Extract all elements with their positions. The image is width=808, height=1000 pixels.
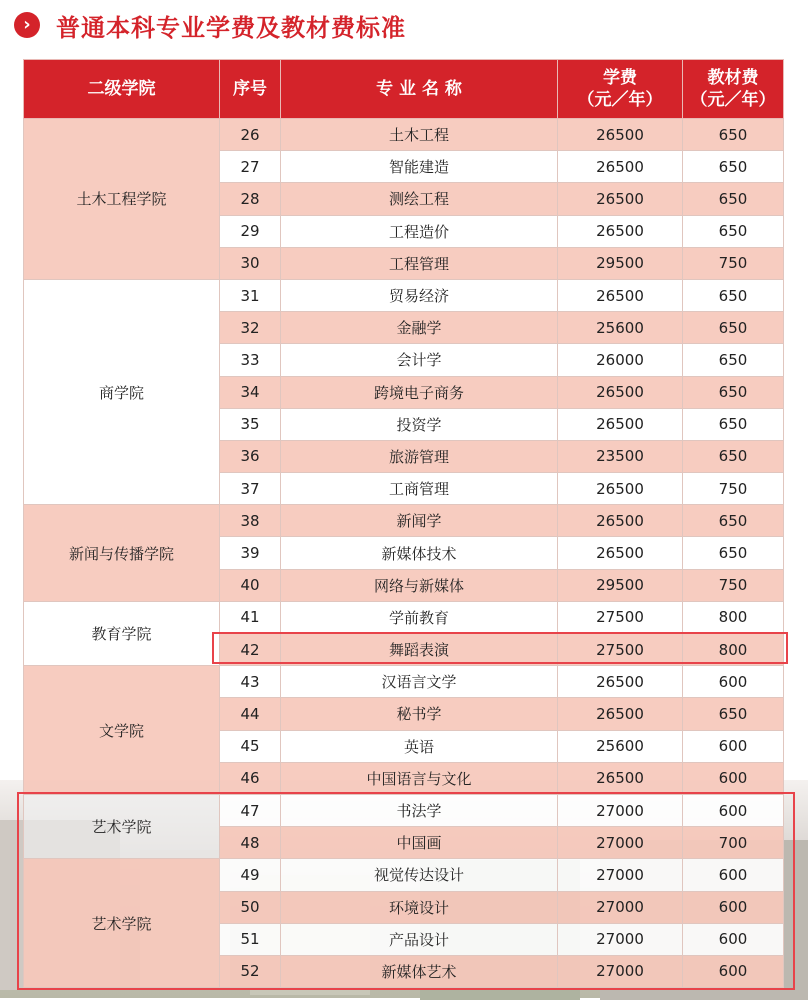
tuition-cell: 27000 [558, 955, 683, 987]
textbook-fee-cell: 600 [683, 859, 784, 891]
seq-cell: 34 [220, 376, 281, 408]
textbook-fee-cell: 600 [683, 666, 784, 698]
column-header-seq: 序号 [220, 60, 281, 119]
textbook-fee-cell: 650 [683, 537, 784, 569]
major-name-cell: 工程管理 [281, 247, 558, 279]
textbook-fee-cell: 650 [683, 183, 784, 215]
tuition-cell: 26500 [558, 279, 683, 311]
major-name-cell: 智能建造 [281, 151, 558, 183]
major-name-cell: 汉语言文学 [281, 666, 558, 698]
seq-cell: 40 [220, 569, 281, 601]
seq-cell: 48 [220, 827, 281, 859]
seq-cell: 44 [220, 698, 281, 730]
major-name-cell: 土木工程 [281, 119, 558, 151]
seq-cell: 35 [220, 408, 281, 440]
major-name-cell: 学前教育 [281, 601, 558, 633]
seq-cell: 47 [220, 794, 281, 826]
college-name-cell: 商学院 [24, 279, 220, 504]
table-row [24, 666, 784, 698]
column-header-tuition-line2: （元／年） [577, 90, 663, 110]
major-name-cell: 新闻学 [281, 505, 558, 537]
table-body [24, 119, 784, 988]
table-row [24, 859, 784, 891]
seq-cell: 52 [220, 955, 281, 987]
major-name-cell: 新媒体艺术 [281, 955, 558, 987]
textbook-fee-cell: 800 [683, 634, 784, 666]
tuition-cell: 23500 [558, 440, 683, 472]
column-header-tuition [558, 60, 683, 119]
textbook-fee-cell: 600 [683, 794, 784, 826]
table-row [24, 601, 784, 633]
tuition-cell: 27000 [558, 891, 683, 923]
tuition-cell: 25600 [558, 312, 683, 344]
textbook-fee-cell: 650 [683, 215, 784, 247]
textbook-fee-cell: 750 [683, 473, 784, 505]
tuition-cell: 29500 [558, 247, 683, 279]
seq-cell: 50 [220, 891, 281, 923]
textbook-fee-cell: 800 [683, 601, 784, 633]
textbook-fee-cell: 700 [683, 827, 784, 859]
textbook-fee-cell: 650 [683, 698, 784, 730]
major-name-cell: 跨境电子商务 [281, 376, 558, 408]
major-name-cell: 新媒体技术 [281, 537, 558, 569]
textbook-fee-cell: 600 [683, 923, 784, 955]
seq-cell: 41 [220, 601, 281, 633]
tuition-cell: 27000 [558, 827, 683, 859]
tuition-cell: 25600 [558, 730, 683, 762]
major-name-cell: 中国语言与文化 [281, 762, 558, 794]
seq-cell: 43 [220, 666, 281, 698]
textbook-fee-cell: 600 [683, 955, 784, 987]
textbook-fee-cell: 650 [683, 344, 784, 376]
major-name-cell: 舞蹈表演 [281, 634, 558, 666]
college-name-cell: 教育学院 [24, 601, 220, 665]
tuition-cell: 26500 [558, 698, 683, 730]
tuition-cell: 26500 [558, 151, 683, 183]
seq-cell: 39 [220, 537, 281, 569]
major-name-cell: 视觉传达设计 [281, 859, 558, 891]
tuition-cell: 26500 [558, 376, 683, 408]
table-header-row [24, 60, 784, 119]
college-name-cell: 文学院 [24, 666, 220, 795]
seq-cell: 32 [220, 312, 281, 344]
seq-cell: 38 [220, 505, 281, 537]
tuition-cell: 26500 [558, 408, 683, 440]
seq-cell: 37 [220, 473, 281, 505]
textbook-fee-cell: 600 [683, 730, 784, 762]
tuition-cell: 27000 [558, 923, 683, 955]
chevron-right-icon: › [14, 12, 40, 38]
tuition-cell: 29500 [558, 569, 683, 601]
tuition-cell: 27000 [558, 859, 683, 891]
major-name-cell: 中国画 [281, 827, 558, 859]
tuition-cell: 26500 [558, 183, 683, 215]
major-name-cell: 网络与新媒体 [281, 569, 558, 601]
textbook-fee-cell: 600 [683, 891, 784, 923]
tuition-cell: 26500 [558, 119, 683, 151]
column-header-books [683, 60, 784, 119]
table-row [24, 505, 784, 537]
major-name-cell: 会计学 [281, 344, 558, 376]
seq-cell: 46 [220, 762, 281, 794]
major-name-cell: 贸易经济 [281, 279, 558, 311]
major-name-cell: 秘书学 [281, 698, 558, 730]
major-name-cell: 工程造价 [281, 215, 558, 247]
seq-cell: 26 [220, 119, 281, 151]
textbook-fee-cell: 650 [683, 119, 784, 151]
major-name-cell: 书法学 [281, 794, 558, 826]
textbook-fee-cell: 650 [683, 151, 784, 183]
textbook-fee-cell: 650 [683, 312, 784, 344]
textbook-fee-cell: 650 [683, 376, 784, 408]
tuition-cell: 26500 [558, 666, 683, 698]
seq-cell: 31 [220, 279, 281, 311]
major-name-cell: 产品设计 [281, 923, 558, 955]
fee-table [23, 59, 784, 988]
major-name-cell: 环境设计 [281, 891, 558, 923]
textbook-fee-cell: 650 [683, 279, 784, 311]
textbook-fee-cell: 650 [683, 505, 784, 537]
college-name-cell: 艺术学院 [24, 794, 220, 858]
major-name-cell: 旅游管理 [281, 440, 558, 472]
seq-cell: 36 [220, 440, 281, 472]
tuition-cell: 27500 [558, 634, 683, 666]
seq-cell: 42 [220, 634, 281, 666]
seq-cell: 49 [220, 859, 281, 891]
major-name-cell: 金融学 [281, 312, 558, 344]
seq-cell: 45 [220, 730, 281, 762]
college-name-cell: 艺术学院 [24, 859, 220, 988]
tuition-cell: 27500 [558, 601, 683, 633]
seq-cell: 28 [220, 183, 281, 215]
table-row [24, 794, 784, 826]
major-name-cell: 工商管理 [281, 473, 558, 505]
textbook-fee-cell: 600 [683, 762, 784, 794]
tuition-cell: 27000 [558, 794, 683, 826]
tuition-cell: 26500 [558, 762, 683, 794]
column-header-college: 二级学院 [24, 60, 220, 119]
major-name-cell: 投资学 [281, 408, 558, 440]
table-row [24, 279, 784, 311]
column-header-tuition-line1: 学费 [603, 68, 637, 88]
seq-cell: 51 [220, 923, 281, 955]
seq-cell: 27 [220, 151, 281, 183]
page-title: 普通本科专业学费及教材费标准 [56, 14, 406, 42]
tuition-cell: 26500 [558, 473, 683, 505]
major-name-cell: 英语 [281, 730, 558, 762]
seq-cell: 30 [220, 247, 281, 279]
tuition-cell: 26500 [558, 505, 683, 537]
tuition-cell: 26500 [558, 215, 683, 247]
major-name-cell: 测绘工程 [281, 183, 558, 215]
college-name-cell: 新闻与传播学院 [24, 505, 220, 602]
table-row [24, 119, 784, 151]
seq-cell: 33 [220, 344, 281, 376]
textbook-fee-cell: 750 [683, 247, 784, 279]
seq-cell: 29 [220, 215, 281, 247]
column-header-books-line1: 教材费 [707, 68, 759, 88]
column-header-major: 专 业 名 称 [281, 60, 558, 119]
tuition-cell: 26000 [558, 344, 683, 376]
page-header [0, 0, 808, 52]
textbook-fee-cell: 650 [683, 440, 784, 472]
textbook-fee-cell: 750 [683, 569, 784, 601]
column-header-books-line2: （元／年） [690, 90, 776, 110]
college-name-cell: 土木工程学院 [24, 119, 220, 280]
tuition-cell: 26500 [558, 537, 683, 569]
textbook-fee-cell: 650 [683, 408, 784, 440]
